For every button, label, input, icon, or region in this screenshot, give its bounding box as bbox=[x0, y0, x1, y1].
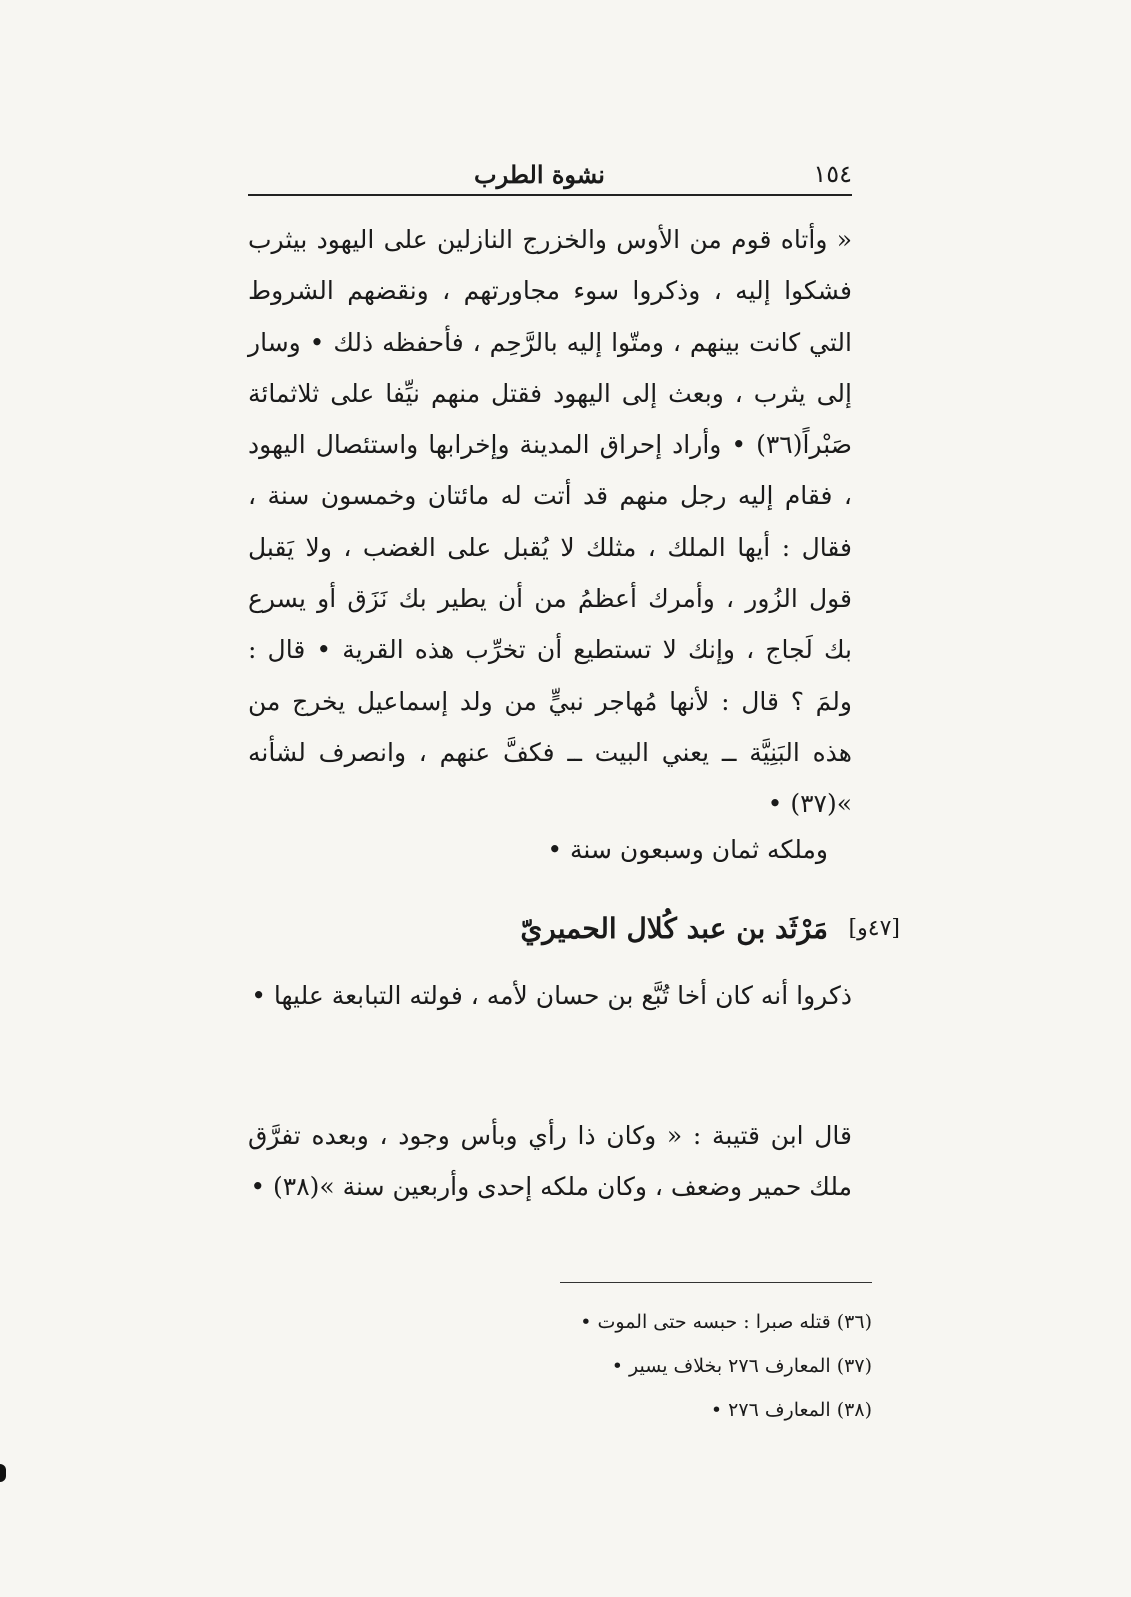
page-number: ١٥٤ bbox=[813, 160, 852, 188]
paragraph-4 bbox=[248, 1110, 852, 1213]
paragraph-2 bbox=[248, 824, 828, 875]
footnote-rule bbox=[560, 1282, 872, 1283]
paragraph-3-text: ذكروا أنه كان أخا تُبَّع بن حسان لأمه ، فولته التبابعة عليها • bbox=[251, 981, 852, 1010]
footnote-38: (٣٨) المعارف ٢٧٦ • bbox=[710, 1399, 872, 1421]
footnote-37: (٣٧) المعارف ٢٧٦ بخلاف يسير • bbox=[611, 1355, 872, 1377]
footnote-36: (٣٦) قتله صبرا : حبسه حتى الموت • bbox=[580, 1311, 872, 1333]
scan-edge-mark bbox=[0, 1464, 6, 1482]
section-title: مَرْثَد بن عبد كُلال الحميريّ bbox=[520, 912, 828, 945]
paragraph-3 bbox=[248, 970, 852, 1021]
footnotes bbox=[400, 1300, 872, 1432]
running-title: نشوة الطرب bbox=[474, 160, 605, 189]
paragraph-2-text: وملكه ثمان وسبعون سنة • bbox=[547, 835, 828, 864]
paragraph-4-text: قال ابن قتيبة : « وكان ذا رأي وبأس وجود ، وبعده تفرَّق ملك حمير وضعف ، وكان ملكه إحدى وأربعين سنة »(٣٨) • bbox=[248, 1121, 852, 1202]
folio-marker: [٤٧و] bbox=[848, 916, 900, 941]
page-header bbox=[248, 160, 852, 194]
header-rule bbox=[248, 194, 852, 196]
paragraph-1 bbox=[248, 214, 852, 830]
paragraph-1-text: « وأتاه قوم من الأوس والخزرج النازلين على اليهود بيثرب فشكوا إليه ، وذكروا سوء مجاورتهم ، ونقضهم الشروط التي كانت بينهم ، ومتّوا إليه بالرَّحِم ، فأحفظه ذلك • وسار إلى يثرب ، وبعث إلى اليهود فقتل منهم نيِّفا على ثلاثمائة صَبْراً(٣٦) • وأراد إحراق المدينة وإخرابها واستئصال اليهود ، فقام إليه رجل منهم قد أتت له مائتان وخمسون سنة ، فقال : أيها الملك ، مثلك لا يُقبل على الغضب ، ولا يَقبل قول الزُور ، وأمرك أعظمُ من أن يطير بك نَزَق أو يسرع بك لَجاج ، وإنك لا تستطيع أن تخرِّب هذه القرية • قال : ولمَ ؟ قال : لأنها مُهاجر نبيٍّ من ولد إسماعيل يخرج من هذه البَنِيَّة ــ يعني البيت ــ فكفَّ عنهم ، وانصرف لشأنه »(٣٧) • bbox=[248, 225, 852, 819]
